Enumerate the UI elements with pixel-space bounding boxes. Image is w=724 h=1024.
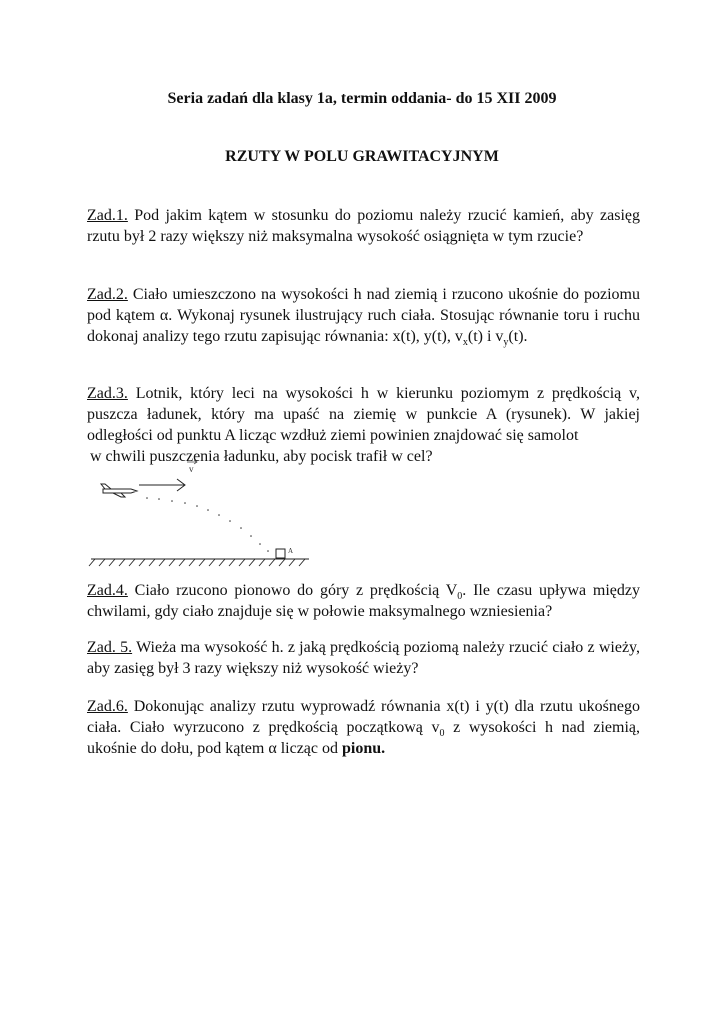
task-3-label: Zad.3. xyxy=(87,385,128,402)
task-2-vx: $v_x(t)$ i xyxy=(454,328,492,349)
task-4 xyxy=(87,580,640,622)
task-6 xyxy=(87,696,640,759)
task-3-text-last: w chwili puszczenia ładunku, aby pocisk trafił w cel? xyxy=(90,448,433,465)
projectile-figure xyxy=(87,460,313,568)
velocity-arrow-icon xyxy=(139,479,185,491)
task-6-label: Zad.6. xyxy=(87,698,128,715)
task-1-text: Pod jakim kątem w stosunku do poziomu należy rzucić kamień, aby zasięg rzutu był 2 razy większy niż maksymalna wysokość osiągnięta w tym rzucie? xyxy=(87,207,641,245)
task-6-bold-word: pionu. xyxy=(342,740,386,757)
task-1 xyxy=(87,205,640,247)
task-6-text: Dokonując analizy rzutu wyprowadź równania x(t) i y(t) dla rzutu ukośnego ciała. Ciało wyrzucono z prędkością początkową $v_0$ z wysokości h nad ziemią, ukośnie do dołu, pod kątem α licząc od pionu. xyxy=(87,698,640,757)
task-5 xyxy=(87,637,640,679)
task-2-label: Zad.2. xyxy=(87,286,128,303)
task-3-text: Lotnik, który leci na wysokości h w kierunku poziomym z prędkością v, puszcza ładunek, który ma upaść na ziemię w punkcie A (rysunek). W jakiej odległości od punktu A licząc wzdłuż ziemi powinien znajdować się samolot xyxy=(87,385,641,444)
task-5-label: Zad. 5. xyxy=(87,639,133,656)
airplane-icon xyxy=(101,484,137,497)
document-title: Seria zadań dla klasy 1a, termin oddania- do 15 XII 2009 xyxy=(167,90,557,107)
target-label: A xyxy=(288,547,294,555)
task-2-vy: $v_y(t)$. xyxy=(495,328,528,349)
document-topic: RZUTY W POLU GRAWITACYJNYM xyxy=(225,148,499,165)
target-box xyxy=(276,549,285,558)
task-2-text: Ciało umieszczono na wysokości h nad ziemią i rzucono ukośnie do poziomu pod kątem α. Wykonaj rysunek ilustrujący ruch ciała. Stosując równanie toru i ruchu dokonaj analizy tego rzutu zapisując równania: x(t), y(t), xyxy=(87,286,641,345)
task-4-label: Zad.4. xyxy=(87,582,128,599)
task-3 xyxy=(87,383,640,467)
ground-hatching xyxy=(89,559,305,566)
velocity-label xyxy=(187,460,197,474)
trajectory-dots xyxy=(146,497,269,552)
task-1-label: Zad.1. xyxy=(87,207,128,224)
task-5-text: Wieża ma wysokość h. z jaką prędkością poziomą należy rzucić ciało z wieży, aby zasięg był 3 razy większy niż wysokość wieży? xyxy=(87,639,641,677)
task-4-text: Ciało rzucono pionowo do góry z prędkością $V_0$. Ile czasu upływa między chwilami, gdy ciało znajduje się w połowie maksymalnego wzniesienia? xyxy=(87,582,641,620)
task-2 xyxy=(87,284,640,347)
svg-text:v: v xyxy=(189,464,194,474)
